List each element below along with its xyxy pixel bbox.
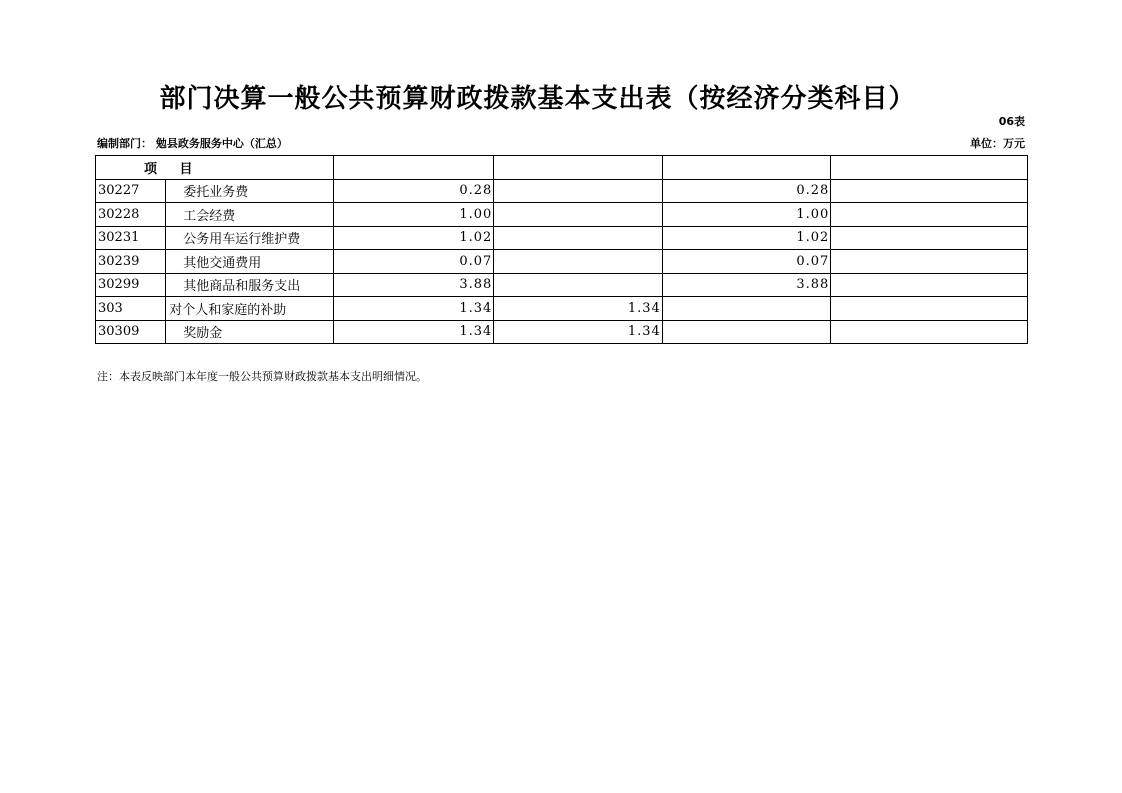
table-row [96,297,1028,321]
other-cell [831,179,1028,203]
account-name-cell: 公务用车运行维护费 [166,226,334,250]
total-cell: 1.34 [333,297,494,321]
footnote: 注：本表反映部门本年度一般公共预算财政拨款基本支出明细情况。 [97,370,427,383]
account-name-cell: 工会经费 [166,203,334,227]
account-code-cell: 30227 [96,179,166,203]
account-code-cell: 30228 [96,203,166,227]
other-cell [831,273,1028,297]
expenditure-table [95,155,1028,344]
total-cell: 3.88 [333,273,494,297]
account-code-cell: 30309 [96,320,166,344]
other-cell [831,320,1028,344]
personnel-cell: 1.34 [494,320,663,344]
account-code-cell: 30299 [96,273,166,297]
table-header-row [96,156,1028,180]
public-expense-cell: 3.88 [662,273,831,297]
other-cell [831,250,1028,274]
account-name-cell: 奖励金 [166,320,334,344]
other-cell [831,226,1028,250]
table-row [96,203,1028,227]
other-cell [831,297,1028,321]
public-expense-cell [662,320,831,344]
header-cell-6 [831,156,1028,180]
header-cell-5 [662,156,831,180]
personnel-cell [494,179,663,203]
header-cell-3 [333,156,494,180]
personnel-cell [494,203,663,227]
personnel-cell [494,226,663,250]
account-name-cell: 其他交通费用 [166,250,334,274]
public-expense-cell: 1.00 [662,203,831,227]
personnel-cell [494,273,663,297]
public-expense-cell: 1.02 [662,226,831,250]
account-code-cell: 30239 [96,250,166,274]
total-cell: 1.34 [333,320,494,344]
table-row [96,273,1028,297]
table-row [96,179,1028,203]
item-header: 项 目 [96,156,334,180]
table-row [96,250,1028,274]
total-cell: 1.00 [333,203,494,227]
total-cell: 0.28 [333,179,494,203]
public-expense-cell [662,297,831,321]
header-cell-4 [494,156,663,180]
page-title: 部门决算一般公共预算财政拨款基本支出表（按经济分类科目） [159,84,916,114]
personnel-cell: 1.34 [494,297,663,321]
account-name-cell: 对个人和家庭的补助 [166,297,334,321]
public-expense-cell: 0.28 [662,179,831,203]
account-name-cell: 其他商品和服务支出 [166,273,334,297]
total-cell: 1.02 [333,226,494,250]
unit-label: 单位：万元 [970,137,1025,150]
account-name-cell: 委托业务费 [166,179,334,203]
total-cell: 0.07 [333,250,494,274]
personnel-cell [494,250,663,274]
table-row [96,226,1028,250]
other-cell [831,203,1028,227]
public-expense-cell: 0.07 [662,250,831,274]
account-code-cell: 30231 [96,226,166,250]
account-code-cell: 303 [96,297,166,321]
table-number: 06表 [998,115,1025,128]
table-row [96,320,1028,344]
department-label: 编制部门： 勉县政务服务中心（汇总） [97,137,288,150]
